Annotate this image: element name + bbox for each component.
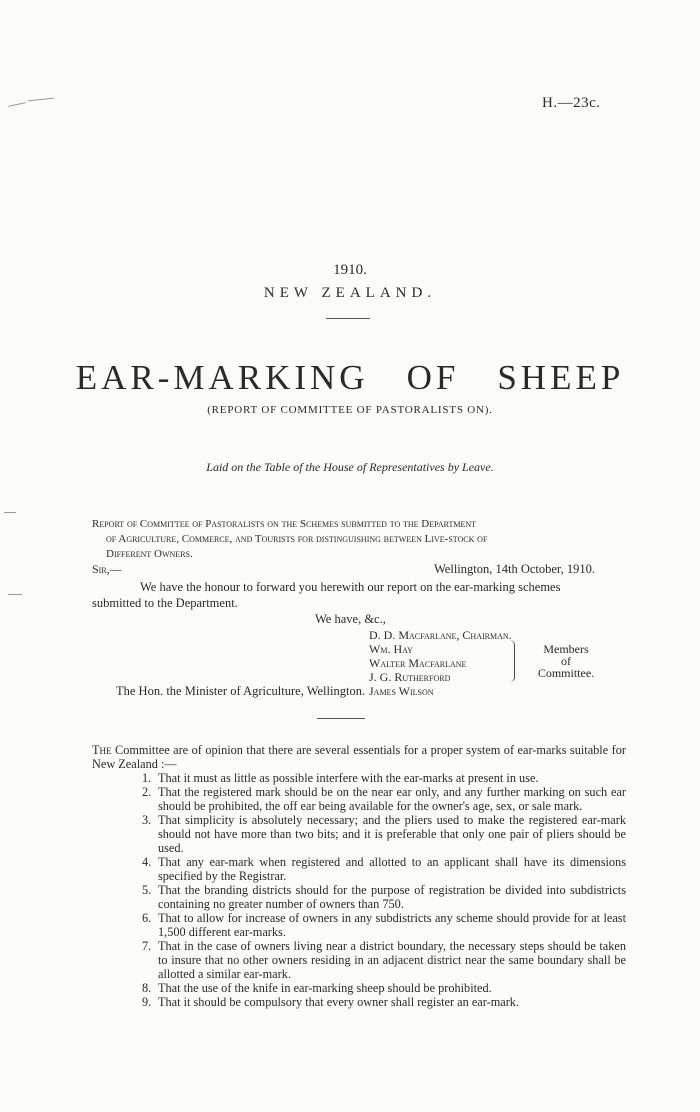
scan-mark xyxy=(28,98,54,102)
report-heading-line: of Agriculture, Commerce, and Tourists for distinguishing between Live-stock of xyxy=(106,533,488,545)
signatories xyxy=(369,628,512,698)
item-number: 6. xyxy=(142,911,152,925)
members-label-line: Members xyxy=(543,642,589,656)
dateline: Wellington, 14th October, 1910. xyxy=(434,562,595,576)
members-label-line: Committee. xyxy=(537,666,595,680)
item-number: 3. xyxy=(142,813,152,827)
list-item xyxy=(92,911,626,939)
list-item xyxy=(92,883,626,911)
laid-on-table-note: Laid on the Table of the House of Representatives by Leave. xyxy=(206,460,494,474)
item-number: 1. xyxy=(142,771,152,785)
divider xyxy=(317,718,365,719)
signatory: James Wilson xyxy=(369,684,434,698)
members-label xyxy=(518,643,614,679)
intro-text: Committee are of opinion that there are several essentials for a proper system of ear-marks suitable for New Zealand :— xyxy=(92,743,626,771)
essentials-list xyxy=(92,771,626,1009)
salutation: Sir,— xyxy=(92,562,122,576)
essentials-intro xyxy=(92,743,626,771)
cover-letter-paragraph xyxy=(92,579,626,611)
title-part: EAR-MARKING xyxy=(75,358,369,397)
signatory: D. D. Macfarlane, Chairman. xyxy=(369,628,512,642)
scan-mark xyxy=(8,102,26,107)
addressee: The Hon. the Minister of Agriculture, Wellington. xyxy=(116,684,366,698)
essentials-section xyxy=(92,743,626,1009)
brace xyxy=(508,640,515,682)
report-heading xyxy=(92,517,626,562)
item-text: That to allow for increase of owners in any subdistricts any scheme should provide for at least 1,500 different ear-marks. xyxy=(158,911,626,939)
item-number: 2. xyxy=(142,785,152,799)
item-text: That in the case of owners living near a district boundary, the necessary steps should be taken to insure that no other owners residing in an adjacent district near the same boundary shall be allotted a similar ear-mark. xyxy=(158,939,626,981)
country: NEW ZEALAND. xyxy=(263,285,437,301)
item-text: That the use of the knife in ear-marking sheep should be prohibited. xyxy=(158,981,492,995)
report-heading-line: Different Owners. xyxy=(106,548,193,560)
title-part: SHEEP xyxy=(497,358,625,397)
document-subtitle: (REPORT OF COMMITTEE OF PASTORALISTS ON). xyxy=(207,404,493,416)
members-label-line: of xyxy=(561,654,571,668)
item-number: 7. xyxy=(142,939,152,953)
scan-mark xyxy=(8,594,22,595)
item-text: That the branding districts should for the purpose of registration be divided into subdistricts containing no greater number of owners than 750. xyxy=(158,883,626,911)
year: 1910. xyxy=(333,262,367,278)
document-reference: H.—23c. xyxy=(542,95,601,111)
list-item xyxy=(92,981,626,995)
list-item xyxy=(92,785,626,813)
scan-mark xyxy=(4,512,16,513)
paragraph-line: submitted to the Department. xyxy=(92,596,238,610)
item-number: 8. xyxy=(142,981,152,995)
list-item xyxy=(92,771,626,785)
item-number: 5. xyxy=(142,883,152,897)
signatory: Wm. Hay xyxy=(369,642,413,656)
item-text: That simplicity is absolutely necessary; and the pliers used to make the registered ear-mark should not have more than two bits; and it is preferable that only one pair of pliers should be used. xyxy=(158,813,626,855)
title-part: OF xyxy=(406,358,460,397)
intro-lead: The xyxy=(92,743,112,757)
list-item xyxy=(92,855,626,883)
item-text: That it should be compulsory that every owner shall register an ear-mark. xyxy=(158,995,520,1009)
item-text: That any ear-mark when registered and allotted to an applicant shall have its dimensions specified by the Registrar. xyxy=(158,855,626,883)
item-text: That the registered mark should be on the near ear only, and any further marking on such ear should be prohibited, the off ear being available for the owner's age, sex, or sale mark. xyxy=(158,785,626,813)
item-number: 9. xyxy=(142,995,152,1009)
closing: We have, &c., xyxy=(315,612,386,626)
paragraph-line: We have the honour to forward you herewith our report on the ear-marking schemes xyxy=(140,580,561,594)
list-item xyxy=(92,939,626,981)
list-item xyxy=(92,995,626,1009)
item-text: That it must as little as possible interfere with the ear-marks at present in use. xyxy=(158,771,539,785)
list-item xyxy=(92,813,626,855)
document-title xyxy=(0,358,700,398)
item-number: 4. xyxy=(142,855,152,869)
signatory: Walter Macfarlane xyxy=(369,656,467,670)
divider xyxy=(326,318,370,319)
signatory: J. G. Rutherford xyxy=(369,670,451,684)
report-heading-line: Report of Committee of Pastoralists on the Schemes submitted to the Department xyxy=(92,518,477,530)
